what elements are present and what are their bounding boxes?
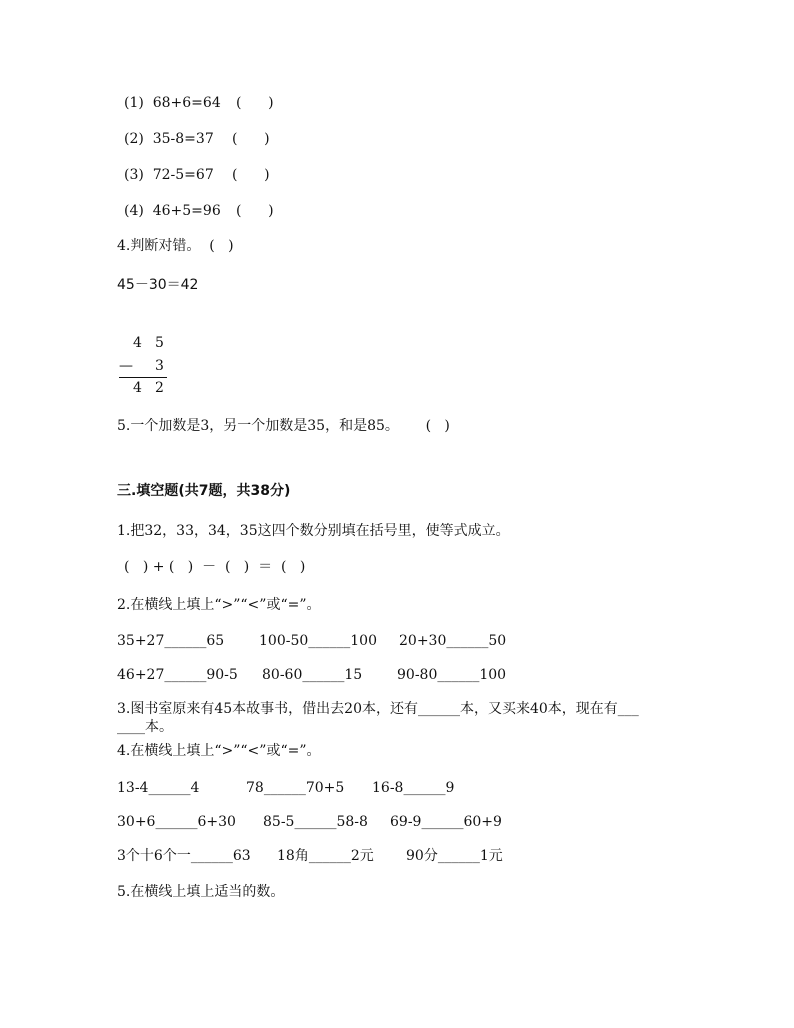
q5-text: 5.一个加数是3，另一个加数是35，和是85。 ( ) (117, 418, 450, 434)
f4-r1-c3[interactable]: 16-8______9 (372, 780, 455, 796)
judge-item-2-label: (2) 35-8=37 (124, 131, 214, 147)
vertical-result-tens: 4 (133, 380, 142, 396)
f2-r1-c1[interactable]: 35+27______65 (117, 633, 225, 649)
q4-title: 4.判断对错。 ( ) (117, 238, 234, 254)
f4-text: 4.在横线上填上“>”“<”或“=”。 (117, 743, 321, 759)
judge-item-3-answer[interactable]: ( ) (232, 167, 270, 183)
f4-r1-c1[interactable]: 13-4______4 (117, 780, 200, 796)
vertical-top-digit-tens: 4 (133, 335, 142, 351)
judge-item-1-answer[interactable]: ( ) (236, 95, 274, 111)
judge-item-1-label: (1) 68+6=64 (124, 95, 221, 111)
f2-r2-c1[interactable]: 46+27______90-5 (117, 667, 238, 683)
vertical-result-ones: 2 (155, 380, 164, 396)
judge-item-4-label: (4) 46+5=96 (124, 203, 221, 219)
vertical-top-digit-ones: 5 (155, 335, 164, 351)
q4-equation: 45－30＝42 (117, 277, 199, 293)
f3-line2[interactable]: ____本。 (117, 719, 173, 735)
f3-line1[interactable]: 3.图书室原来有45本故事书，借出去20本，还有______本，又买来40本，现在有___ (117, 701, 639, 717)
f4-r3-c3[interactable]: 90分______1元 (406, 848, 503, 864)
f4-r3-c1[interactable]: 3个十6个一______63 (117, 848, 251, 864)
section-3-title: 三.填空题(共7题，共38分) (117, 483, 291, 499)
f4-r2-c2[interactable]: 85-5______58-8 (263, 814, 368, 830)
judge-item-4-answer[interactable]: ( ) (236, 203, 274, 219)
f4-r2-c1[interactable]: 30+6______6+30 (117, 814, 236, 830)
vertical-result-line (119, 377, 167, 378)
f2-r1-c2[interactable]: 100-50______100 (259, 633, 377, 649)
vertical-subtraction (117, 330, 177, 400)
f5-text: 5.在横线上填上适当的数。 (117, 884, 285, 900)
f2-r1-c3[interactable]: 20+30______50 (399, 633, 507, 649)
f1-expression[interactable]: ( ) + ( ) － ( ) ＝ ( ) (124, 559, 306, 575)
f2-r2-c2[interactable]: 80-60______15 (262, 667, 363, 683)
f4-r1-c2[interactable]: 78______70+5 (246, 780, 345, 796)
vertical-subtrahend: 3 (155, 358, 164, 374)
f4-r2-c3[interactable]: 69-9______60+9 (390, 814, 502, 830)
judge-item-2-answer[interactable]: ( ) (232, 131, 270, 147)
f2-text: 2.在横线上填上“>”“<”或“=”。 (117, 597, 321, 613)
f1-text: 1.把32，33，34，35这四个数分别填在括号里，使等式成立。 (117, 523, 510, 539)
f2-r2-c3[interactable]: 90-80______100 (397, 667, 507, 683)
judge-item-3-label: (3) 72-5=67 (124, 167, 214, 183)
f4-r3-c2[interactable]: 18角______2元 (277, 848, 374, 864)
vertical-minus-sign: — (119, 358, 133, 374)
